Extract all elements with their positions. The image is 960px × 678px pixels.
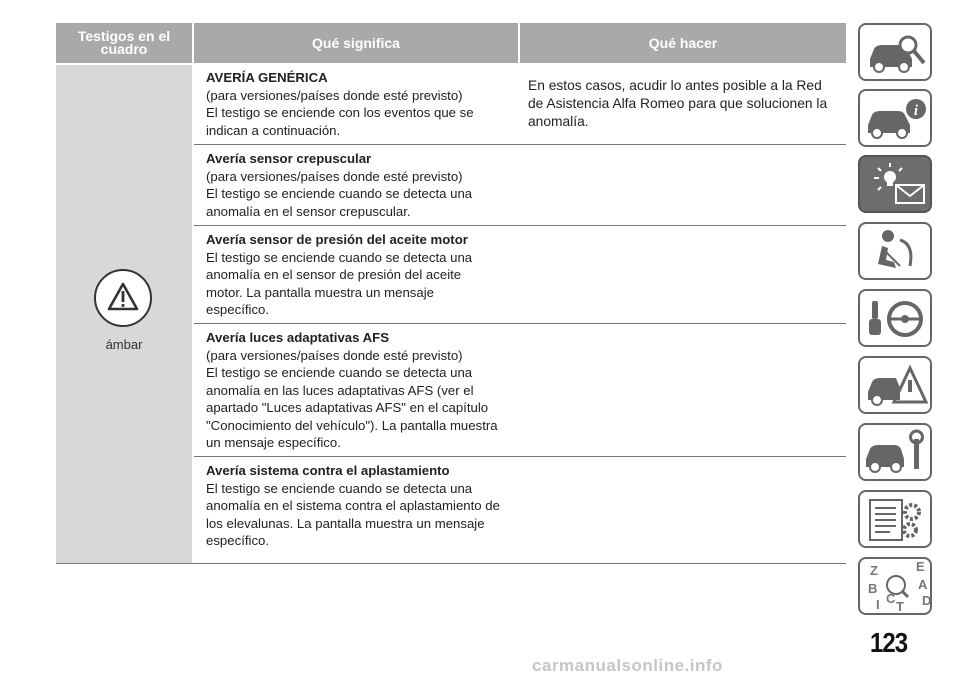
car-wrench-icon (860, 425, 930, 479)
svg-text:T: T (896, 599, 904, 614)
row-text: los elevalunas. La pantalla muestra un mensaje (206, 515, 485, 531)
spec-list-gear-icon (860, 492, 930, 546)
tab-maintenance[interactable] (858, 423, 932, 481)
row-title: Avería sensor de presión del aceite motor (206, 232, 468, 247)
row-divider (194, 144, 846, 145)
lamp-color-label: ámbar (105, 337, 143, 352)
row-text: "Conocimiento del vehículo"). La pantalla muestra (206, 417, 498, 433)
row-text: anomalía en el sistema contra el aplastamiento de (206, 498, 500, 513)
action-line: de Asistencia Alfa Romeo para que solucionen la (528, 96, 828, 111)
table-bottom-rule (56, 563, 846, 564)
row-text: El testigo se enciende cuando se detecta una (206, 480, 473, 496)
page-number: 123 (870, 627, 908, 659)
svg-text:D: D (922, 593, 932, 608)
row-divider (194, 323, 846, 324)
row-text: (para versiones/países donde esté previsto) (206, 347, 463, 363)
row-sistema-aplastamiento (206, 462, 524, 550)
row-text: un mensaje específico. (206, 435, 341, 450)
tab-warning-lights[interactable] (858, 155, 932, 213)
row-title: AVERÍA GENÉRICA (206, 70, 328, 85)
key-steering-wheel-icon (860, 291, 930, 345)
row-text: indican a continuación. (206, 122, 341, 138)
row-text: (para versiones/países donde esté previsto) (206, 87, 463, 103)
row-divider (194, 225, 846, 226)
row-sensor-crepuscular (206, 150, 524, 220)
row-text: El testigo se enciende cuando se detecta una (206, 186, 473, 201)
header-testigos: Testigos en el cuadro (56, 23, 192, 63)
svg-text:Z: Z (870, 563, 878, 578)
alphabet-index-icon (860, 559, 930, 613)
row-text: anomalía en las luces adaptativas AFS (ver el (206, 382, 474, 398)
svg-text:E: E (916, 559, 925, 574)
row-text: anomalía en el sensor crepuscular. (206, 203, 411, 219)
tab-car-search[interactable] (858, 23, 932, 81)
row-divider (194, 456, 846, 457)
row-text: anomalía en el sensor de presión del aceite (206, 267, 462, 282)
row-text: específico. (206, 302, 270, 317)
lamp-column (56, 65, 192, 563)
row-title: Avería sistema contra el aplastamiento (206, 463, 450, 478)
action-line: En estos casos, acudir lo antes posible a la Red (528, 78, 822, 93)
action-line: anomalía. (528, 114, 589, 129)
row-averia-generica (206, 69, 524, 139)
svg-text:B: B (868, 581, 878, 596)
row-title: Avería luces adaptativas AFS (206, 330, 389, 345)
svg-text:i: i (913, 103, 919, 119)
row-luces-afs (206, 329, 524, 452)
row-text: (para versiones/países donde esté previsto) (206, 168, 463, 184)
tab-safety[interactable] (858, 222, 932, 280)
row-text: motor. La pantalla muestra un mensaje (206, 284, 434, 300)
tab-emergency[interactable] (858, 356, 932, 414)
car-search-icon (860, 25, 930, 79)
row-text: El testigo se enciende cuando se detecta una (206, 249, 473, 265)
svg-text:I: I (876, 597, 880, 612)
warning-triangle-icon (94, 269, 152, 327)
row-title: Avería sensor crepuscular (206, 151, 372, 166)
row-text: El testigo se enciende con los eventos que se (206, 105, 474, 120)
tab-index[interactable] (858, 557, 932, 615)
row-sensor-presion-aceite (206, 231, 524, 319)
row-text: específico. (206, 533, 270, 548)
car-accident-icon (860, 358, 930, 412)
header-que-significa: Qué significa (194, 23, 518, 63)
header-que-hacer: Qué hacer (520, 23, 846, 63)
row-text: apartado "Luces adaptativas AFS" en el capítulo (206, 400, 489, 415)
watermark: carmanualsonline.info (532, 656, 723, 675)
car-info-icon (860, 91, 930, 145)
seat-airbag-icon (860, 224, 930, 278)
svg-text:A: A (918, 577, 928, 592)
row-text: El testigo se enciende cuando se detecta una (206, 365, 473, 380)
warning-light-message-icon (860, 157, 930, 211)
action-text (528, 77, 844, 131)
tab-technical-data[interactable] (858, 490, 932, 548)
tab-car-info[interactable] (858, 89, 932, 147)
tab-starting-driving[interactable] (858, 289, 932, 347)
svg-text:C: C (886, 591, 896, 606)
